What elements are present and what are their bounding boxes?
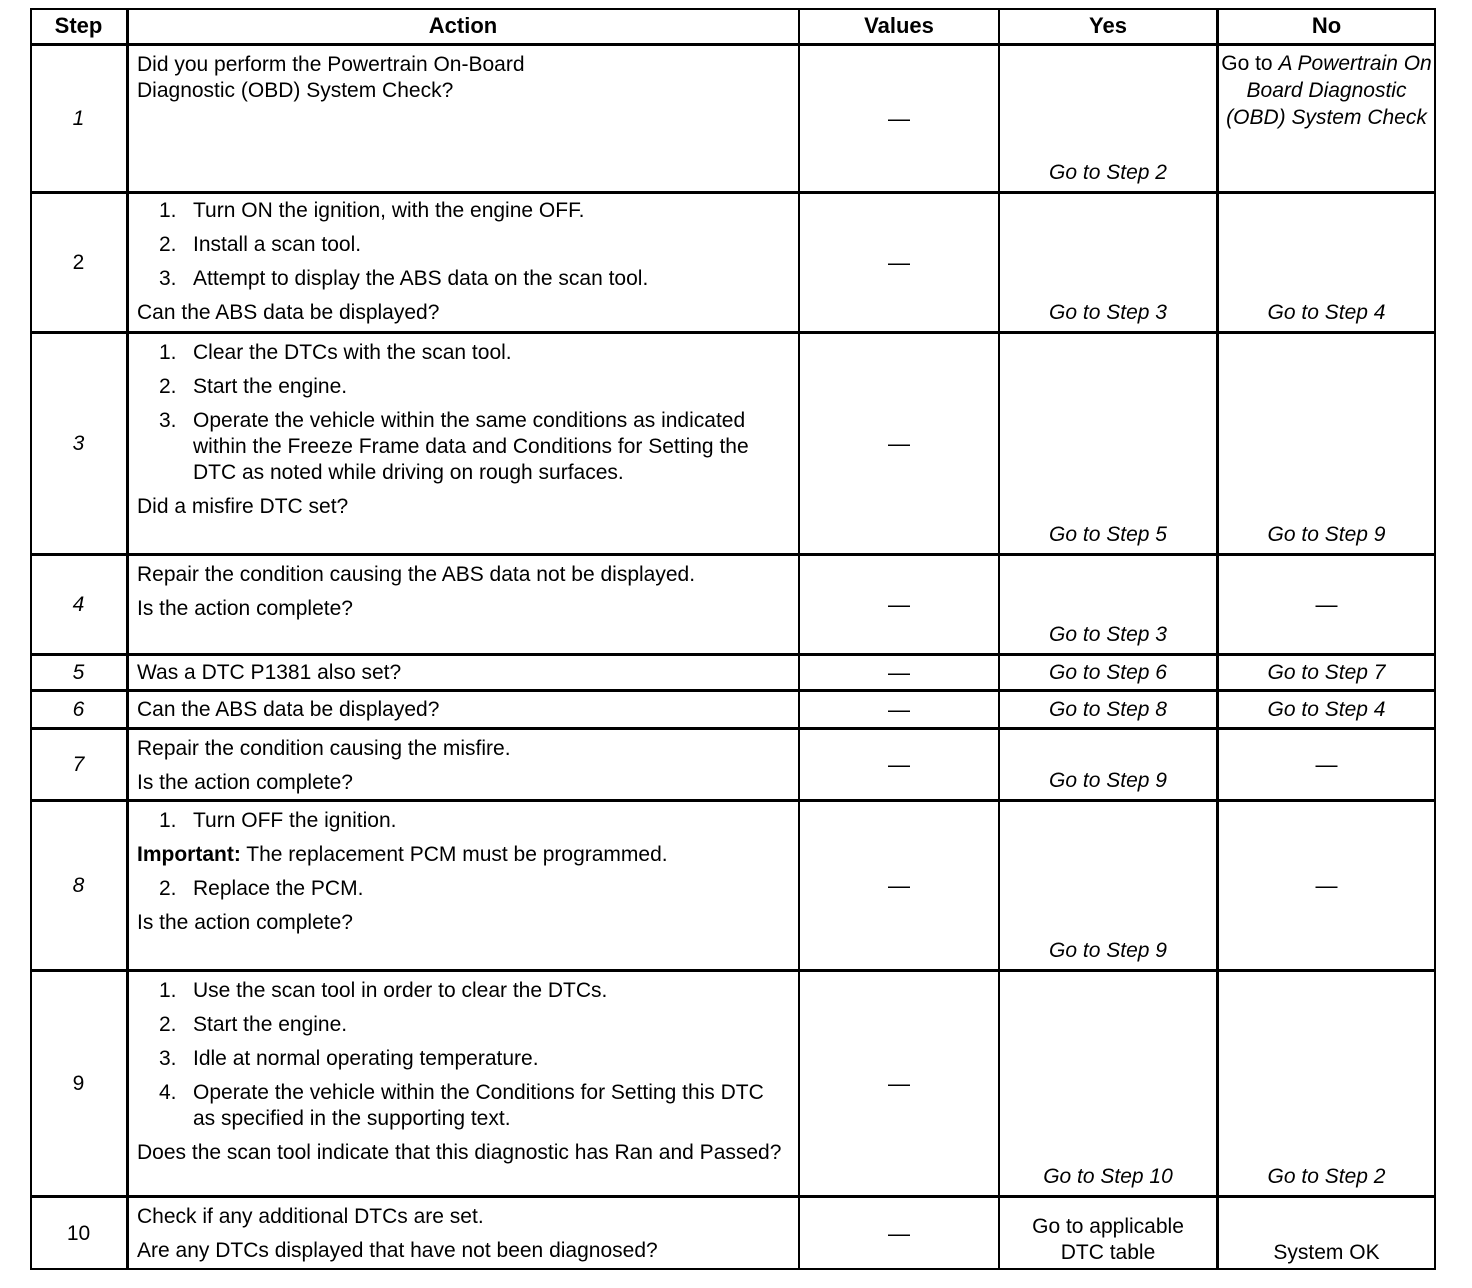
question: Can the ABS data be displayed? [137,301,440,324]
table-row [30,692,1436,728]
no-goto: Go to Step 4 [1267,301,1386,324]
action-text [137,340,789,520]
values-dash: — [888,660,910,685]
no-dash: — [1315,592,1338,617]
step-number: 9 [72,1072,85,1095]
header-no: No [1311,13,1342,38]
list-item: 3. Attempt to display the ABS data on the scan tool. [159,267,649,290]
list-item: 4. Operate the vehicle within the Conditions for Setting this DTC as specified in the supporting text. [159,1081,764,1130]
table-row [30,46,1436,192]
table-row [30,656,1436,690]
no-goto: Go to Step 2 [1267,1165,1386,1188]
values-dash: — [888,250,910,275]
table-row [30,556,1436,654]
list-item: 2. Start the engine. [159,1013,348,1036]
yes-goto: Go to Step 5 [1049,523,1167,546]
yes-goto: Go to applicable DTC table [1032,1215,1184,1264]
action-line: Repair the condition causing the misfire. [137,737,511,760]
table-row [30,730,1436,800]
action-text [137,198,789,326]
list-item: 1. Turn OFF the ignition. [159,809,397,832]
action-text [137,978,789,1166]
yes-goto: Go to Step 6 [1049,661,1167,684]
step-number: 10 [66,1222,91,1245]
header-step: Step [54,13,103,38]
step-number: 5 [72,661,85,684]
yes-goto: Go to Step 10 [1043,1165,1173,1188]
action-text [137,52,789,104]
no-dash: — [1315,873,1338,898]
values-dash: — [888,1071,910,1096]
header-row [30,8,1436,44]
step-number: 3 [72,432,85,455]
yes-goto: Go to Step 9 [1049,769,1167,792]
values-dash: — [888,873,910,898]
action-text: Can the ABS data be displayed? [137,698,440,721]
header-values: Values [864,13,934,38]
action-line: Diagnostic (OBD) System Check? [137,79,454,102]
step-number: 4 [72,593,85,616]
step-number: 8 [72,874,85,897]
action-text: Was a DTC P1381 also set? [137,661,402,684]
question: Is the action complete? [137,911,353,934]
action-line: Repair the condition causing the ABS data not be displayed. [137,563,696,586]
yes-goto: Go to Step 9 [1049,939,1167,962]
values-dash: — [888,431,910,456]
header-action: Action [428,13,498,38]
action-line: Check if any additional DTCs are set. [137,1205,484,1228]
no-goto: Go to A Powertrain On Board Diagnostic (OBD) System Check [1221,52,1432,129]
no-goto: Go to Step 4 [1267,698,1386,721]
step-number: 7 [72,753,85,776]
list-item: 3. Operate the vehicle within the same conditions as indicated within the Freeze Frame data and Conditions for Setting the DTC as noted while driving on rough surfaces. [159,409,749,484]
step-number: 6 [72,698,85,721]
table-row [30,334,1436,554]
values-dash: — [888,592,910,617]
list-item: 2. Start the engine. [159,375,348,398]
list-item: 3. Idle at normal operating temperature. [159,1047,539,1070]
list-item: 1. Turn ON the ignition, with the engine OFF. [159,199,585,222]
no-goto: System OK [1273,1241,1380,1264]
no-goto: Go to Step 9 [1267,523,1386,546]
table-row [30,194,1436,332]
values-dash: — [888,1221,910,1246]
action-text [137,562,789,622]
header-yes: Yes [1089,13,1127,38]
action-text [137,808,789,936]
values-dash: — [888,752,910,777]
step-number: 1 [72,107,85,130]
table-row [30,972,1436,1196]
step-number: 2 [72,251,85,274]
table-row [30,802,1436,970]
action-line: Did you perform the Powertrain On-Board [137,53,525,76]
yes-goto: Go to Step 3 [1049,623,1167,646]
list-item: 1. Use the scan tool in order to clear the DTCs. [159,979,608,1002]
question: Did a misfire DTC set? [137,495,349,518]
important-note: Important: The replacement PCM must be programmed. [137,843,668,866]
question: Does the scan tool indicate that this diagnostic has Ran and Passed? [137,1141,782,1164]
list-item: 1. Clear the DTCs with the scan tool. [159,341,512,364]
action-text [137,1204,789,1264]
question: Are any DTCs displayed that have not been diagnosed? [137,1239,658,1262]
yes-goto: Go to Step 2 [1049,161,1167,184]
no-dash: — [1315,752,1338,777]
values-dash: — [888,106,910,131]
action-text [137,736,789,796]
values-dash: — [888,697,910,722]
list-item: 2. Install a scan tool. [159,233,362,256]
question: Is the action complete? [137,597,353,620]
no-goto: Go to Step 7 [1267,661,1386,684]
question: Is the action complete? [137,771,353,794]
table-row [30,1198,1436,1270]
yes-goto: Go to Step 3 [1049,301,1167,324]
diagnostic-table [30,8,1436,1270]
list-item: 2. Replace the PCM. [159,877,364,900]
yes-goto: Go to Step 8 [1049,698,1167,721]
